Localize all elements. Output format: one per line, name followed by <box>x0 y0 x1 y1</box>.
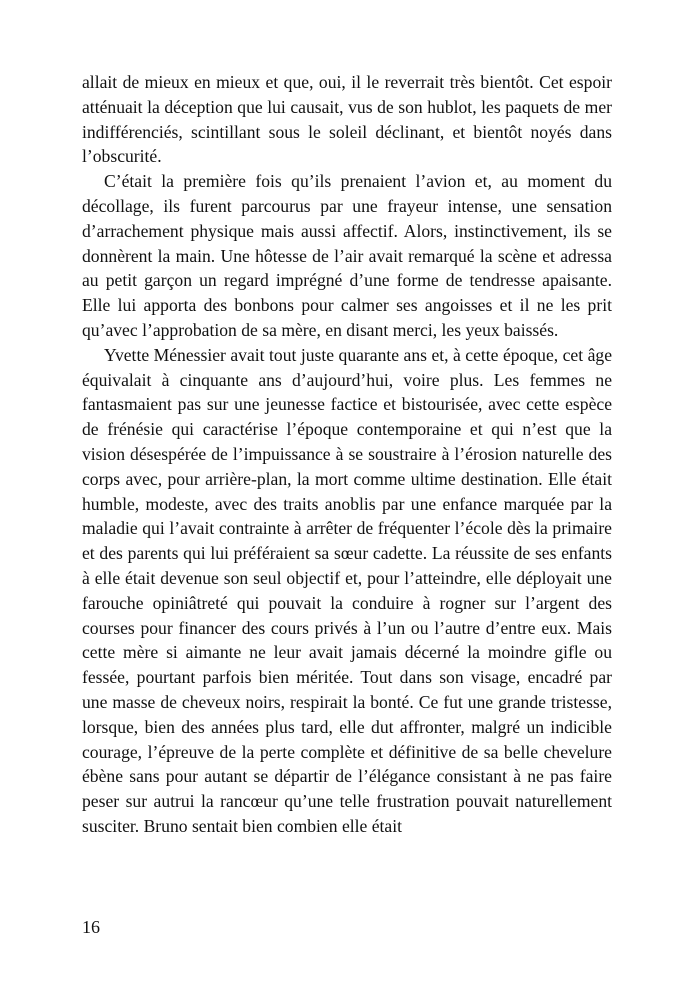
page-number: 16 <box>82 917 100 937</box>
body-text <box>82 70 612 839</box>
paragraph-first-flight: C’était la première fois qu’ils prenaient l’avion et, au moment du décollage, ils furent parcourus par une frayeur intense, une sensation d’arrachement physique mais aussi affectif. Alors, instinctivement, ils se donnèrent la main. Une hôtesse de l’air avait remarqué la scène et adressa au petit garçon un regard imprégné d’une forme de tendresse apaisante. Elle lui apporta des bonbons pour calmer ses angoisses et il ne les prit qu’avec l’approbation de sa mère, en disant merci, les yeux baissés. <box>82 171 612 340</box>
paragraph-continuation: allait de mieux en mieux et que, oui, il le reverrait très bientôt. Cet espoir atténuait la déception que lui causait, vus de son hublot, les paquets de mer indifférenciés, scintillant sous le soleil déclinant, et bientôt noyés dans l’obscurité. <box>82 72 612 167</box>
paragraph-yvette: Yvette Ménessier avait tout juste quarante ans et, à cette époque, cet âge équivalait à cinquante ans d’aujourd’hui, voire plus. Les femmes ne fantasmaient pas sur une jeunesse factice et bistourisée, avec cette espèce de frénésie qui caractérise l’époque contemporaine et qui n’est que la vision désespérée de l’impuissance à se soustraire à l’érosion naturelle des corps avec, pour arrière-plan, la mort comme ultime destination. Elle était humble, modeste, avec des traits anoblis par une enfance marquée par la maladie qui l’avait contrainte à arrêter de fréquenter l’école dès la primaire et des parents qui lui préféraient sa sœur cadette. La réussite de ses enfants à elle était devenue son seul objectif et, pour l’atteindre, elle déployait une farouche opiniâtreté qui pouvait la conduire à rogner sur l’argent des courses pour financer des cours privés à l’un ou l’autre d’entre eux. Mais cette mère si aimante ne leur avait jamais décerné la moindre gifle ou fessée, pourtant parfois bien méritée. Tout dans son visage, encadré par une masse de cheveux noirs, respirait la bonté. Ce fut une grande tristesse, lorsque, bien des années plus tard, elle dut affronter, malgré un indicible courage, l’épreuve de la perte complète et définitive de sa belle chevelure ébène sans pour autant se départir de l’élégance consistant à ne pas faire peser sur autrui la rancœur qu’une telle frustration pouvait naturellement susciter. Bruno sentait bien combien elle était <box>82 344 612 836</box>
